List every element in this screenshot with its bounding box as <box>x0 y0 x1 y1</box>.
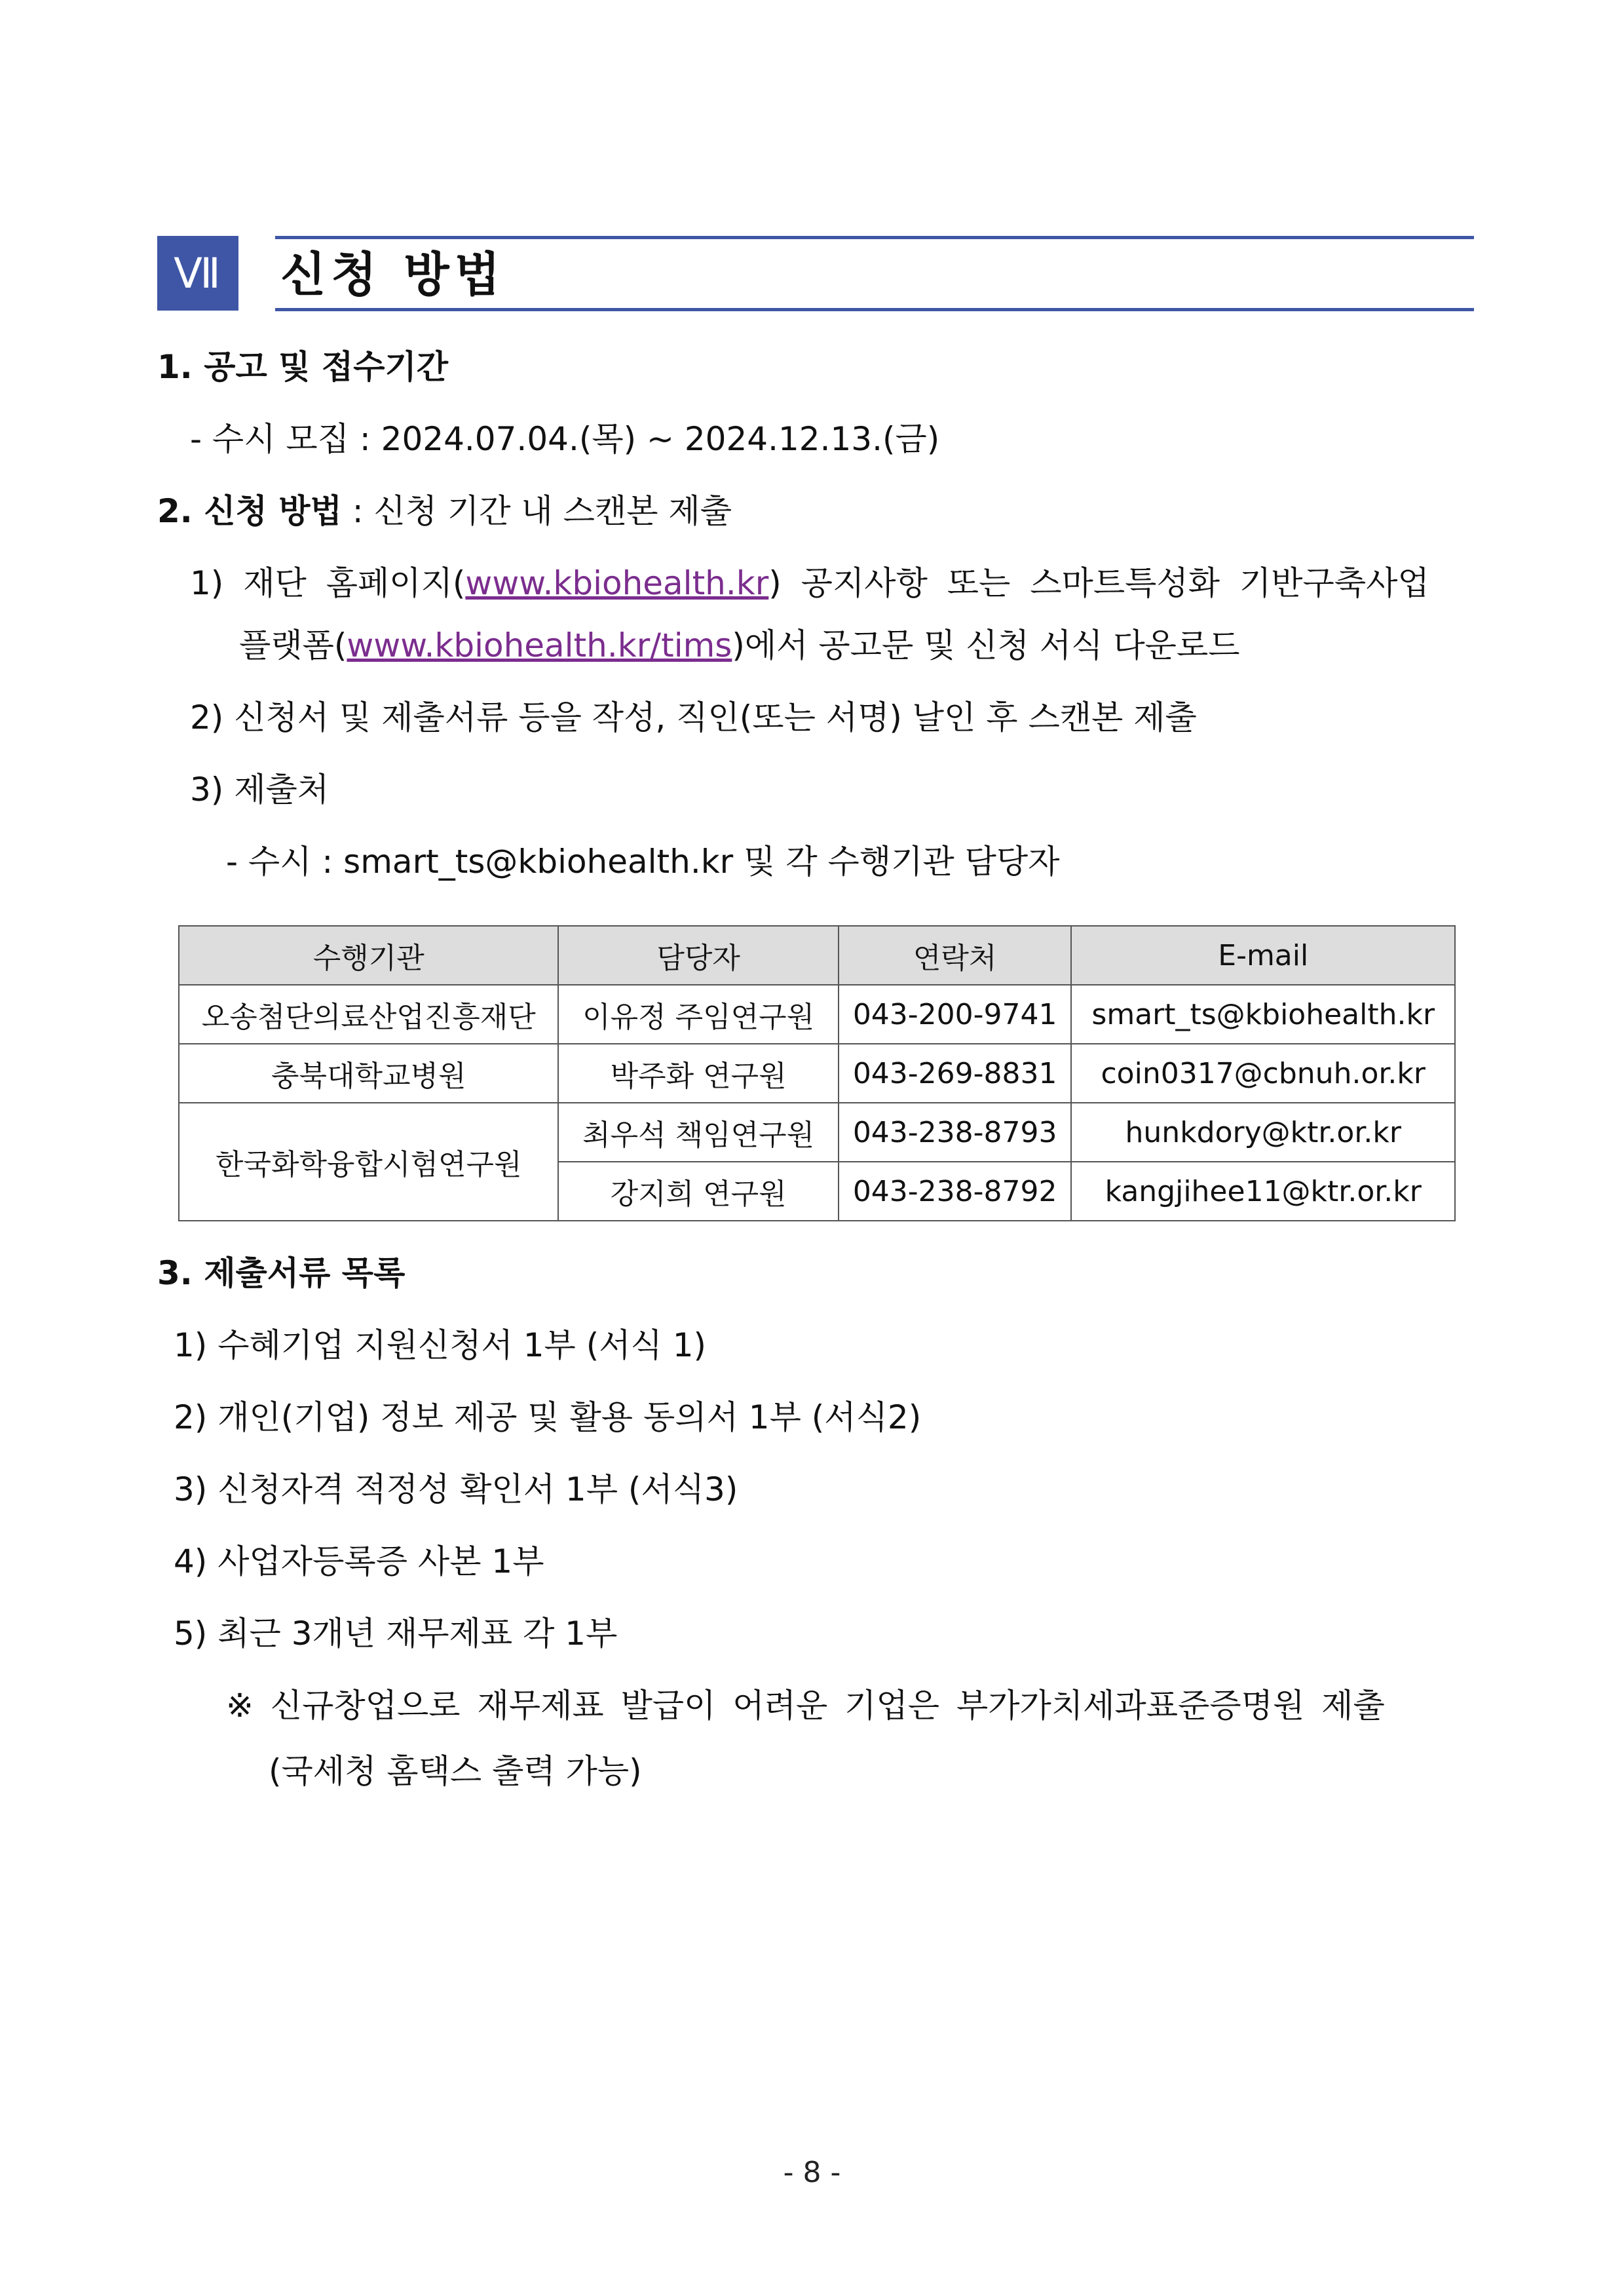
cell-email: hunkdory@ktr.or.kr <box>1071 1103 1455 1162</box>
section-header <box>157 236 1474 315</box>
section-number-badge: Ⅶ <box>157 236 238 311</box>
submission-contact: - 수시 : smart_ts@kbiohealth.kr 및 각 수행기관 담당자 <box>226 843 1060 881</box>
cell-email: smart_ts@kbiohealth.kr <box>1071 985 1455 1044</box>
cell-org: 한국화학융합시험연구원 <box>179 1103 558 1221</box>
cell-person: 강지희 연구원 <box>558 1162 838 1221</box>
heading-required-documents: 3. 제출서류 목록 <box>157 1254 406 1292</box>
cell-org: 충북대학교병원 <box>179 1044 558 1103</box>
note-hometax: (국세청 홈택스 출력 가능) <box>269 1752 642 1790</box>
document-item: 2) 개인(기업) 정보 제공 및 활용 동의서 1부 (서식2) <box>174 1398 922 1436</box>
method-item-3: 3) 제출처 <box>190 771 330 809</box>
heading-application-method <box>157 488 732 534</box>
col-header-phone: 연락처 <box>839 926 1072 985</box>
cell-org: 오송첨단의료산업진흥재단 <box>179 985 558 1044</box>
document-item: 4) 사업자등록증 사본 1부 <box>174 1542 544 1580</box>
heading-application-method-desc: : 신청 기간 내 스캔본 제출 <box>341 492 732 530</box>
cell-email: coin0317@cbnuh.or.kr <box>1071 1044 1455 1103</box>
contact-table <box>178 925 1456 1221</box>
col-header-person: 담당자 <box>558 926 838 985</box>
note-startup: ※ 신규창업으로 재무제표 발급이 어려운 기업은 부가가치세과표준증명원 제출 <box>226 1687 1385 1725</box>
method-item-1 <box>190 560 1429 606</box>
method-item-1-suffix: ) 공지사항 또는 스마트특성화 기반구축사업 <box>768 564 1429 602</box>
method-item-2: 2) 신청서 및 제출서류 등을 작성, 직인(또는 서명) 날인 후 스캔본 제출 <box>190 698 1197 737</box>
cell-phone: 043-238-8792 <box>839 1162 1072 1221</box>
page-number: - 8 - <box>783 2156 841 2189</box>
table-row <box>179 1044 1455 1103</box>
cell-phone: 043-238-8793 <box>839 1103 1072 1162</box>
section-title: 신청 방법 <box>280 247 506 302</box>
table-row <box>179 1103 1455 1162</box>
col-header-email: E-mail <box>1071 926 1455 985</box>
document-item: 5) 최근 3개년 재무제표 각 1부 <box>174 1615 618 1653</box>
cell-email: kangjihee11@ktr.or.kr <box>1071 1162 1455 1221</box>
cell-person: 이유정 주임연구원 <box>558 985 838 1044</box>
cell-phone: 043-200-9741 <box>839 985 1072 1044</box>
method-item-1b-prefix: 플랫폼( <box>239 626 347 664</box>
header-rule-top <box>275 236 1474 239</box>
heading-application-method-label: 2. 신청 방법 <box>157 492 342 530</box>
foundation-homepage-link[interactable]: www.kbiohealth.kr <box>465 564 769 602</box>
document-item: 3) 신청자격 적정성 확인서 1부 (서식3) <box>174 1470 738 1508</box>
cell-person: 최우석 책임연구원 <box>558 1103 838 1162</box>
method-item-1-prefix: 1) 재단 홈페이지( <box>190 564 466 602</box>
tims-platform-link[interactable]: www.kbiohealth.kr/tims <box>347 626 732 664</box>
method-item-1-cont <box>239 622 1240 668</box>
document-item: 1) 수혜기업 지원신청서 1부 (서식 1) <box>174 1326 707 1364</box>
cell-phone: 043-269-8831 <box>839 1044 1072 1103</box>
recruitment-period: - 수시 모집 : 2024.07.04.(목) ~ 2024.12.13.(금) <box>190 420 940 458</box>
cell-person: 박주화 연구원 <box>558 1044 838 1103</box>
table-row <box>179 985 1455 1044</box>
table-header-row <box>179 926 1455 985</box>
method-item-1b-suffix: )에서 공고문 및 신청 서식 다운로드 <box>732 626 1240 664</box>
heading-announcement-period: 1. 공고 및 접수기간 <box>157 348 449 386</box>
col-header-org: 수행기관 <box>179 926 558 985</box>
header-rule-bottom <box>275 308 1474 311</box>
